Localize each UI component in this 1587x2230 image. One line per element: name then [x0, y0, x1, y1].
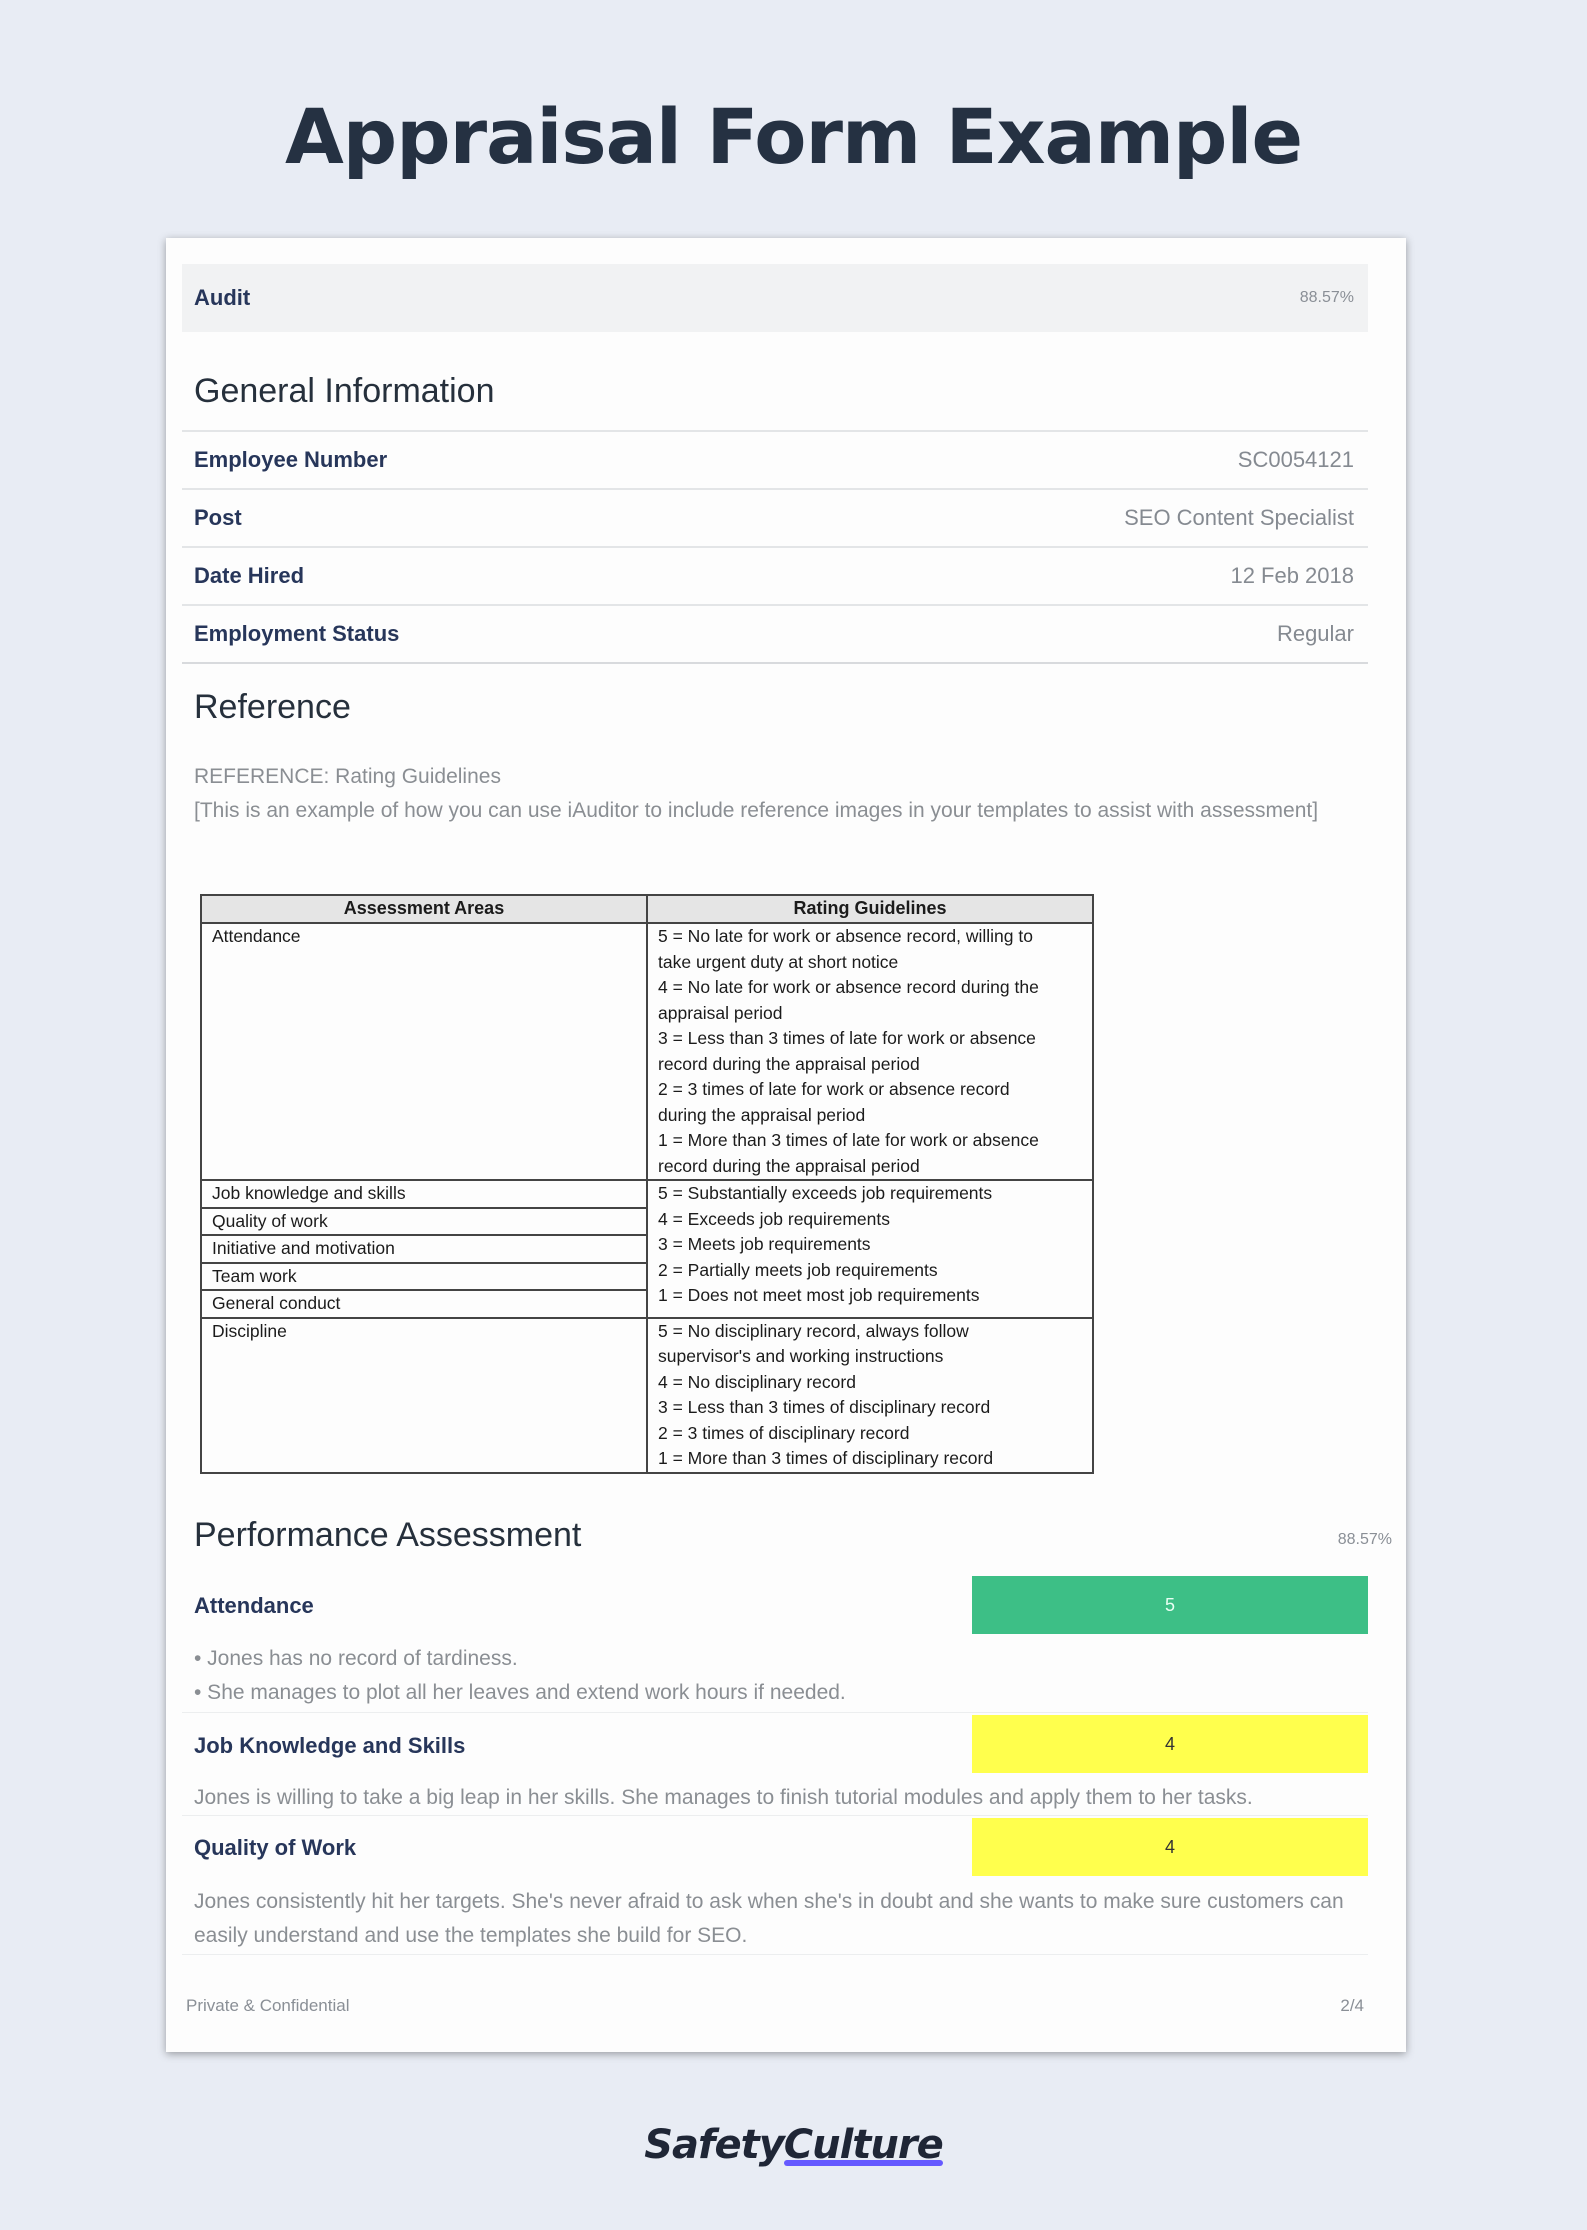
rating-attendance[interactable] [972, 1576, 1368, 1634]
table-row [201, 923, 1093, 1180]
area-cell: Job knowledge and skills [201, 1180, 647, 1208]
area-cell: Initiative and motivation [201, 1235, 647, 1263]
rating-value: 4 [1164, 1836, 1175, 1857]
reference-title: Reference [194, 688, 351, 726]
general-information-title: General Information [194, 372, 495, 410]
info-row-post [182, 490, 1368, 548]
rating-quality-of-work[interactable] [972, 1818, 1368, 1876]
guideline-cell [647, 1318, 1093, 1473]
attendance-notes [194, 1642, 1364, 1710]
quality-of-work-notes [194, 1885, 1364, 1953]
audit-score: 88.57% [1299, 289, 1354, 306]
guideline-line: 3 = Meets job requirements [658, 1234, 871, 1254]
info-value: SC0054121 [1237, 447, 1354, 472]
info-label: Employment Status [194, 621, 400, 646]
table-row [201, 1318, 1093, 1473]
info-value: SEO Content Specialist [1124, 505, 1354, 530]
area-cell: Quality of work [201, 1208, 647, 1236]
info-label: Date Hired [194, 563, 305, 588]
page-title: Appraisal Form Example [284, 92, 1303, 181]
guideline-line: 2 = 3 times of disciplinary record [658, 1422, 910, 1443]
guideline-cell [647, 1180, 1093, 1318]
logo-text-part1: Safety [644, 2122, 784, 2168]
reference-description [194, 760, 1354, 828]
table-row [201, 1180, 1093, 1208]
info-label: Post [194, 505, 242, 530]
guideline-cell [647, 923, 1093, 1180]
assessment-item-attendance-label: Attendance [194, 1593, 314, 1618]
guideline-line: record during the appraisal period [658, 1053, 920, 1074]
info-value: 12 Feb 2018 [1230, 563, 1354, 588]
guideline-line: 5 = No disciplinary record, always follow [658, 1320, 969, 1341]
general-information-table [182, 430, 1368, 664]
document-page [166, 238, 1406, 2052]
assessment-item-quality-of-work-label: Quality of Work [194, 1835, 357, 1860]
note-line: • She manages to plot all her leaves and extend work hours if needed. [194, 1681, 846, 1704]
guideline-line: take urgent duty at short notice [658, 951, 899, 972]
rating-job-knowledge[interactable] [972, 1715, 1368, 1773]
guideline-line: 1 = More than 3 times of late for work or absence [658, 1130, 1039, 1150]
info-label: Employee Number [194, 447, 388, 472]
divider [182, 1815, 1368, 1816]
performance-assessment-title: Performance Assessment [194, 1516, 582, 1554]
guideline-line: 3 = Less than 3 times of late for work or absence [658, 1028, 1036, 1048]
note-line: Jones is willing to take a big leap in her skills. She manages to finish tutorial modules and apply them to her tasks. [194, 1786, 1253, 1809]
info-row-employment-status [182, 606, 1368, 664]
footer-page-number: 2/4 [1340, 1996, 1364, 2015]
reference-line-1: REFERENCE: Rating Guidelines [194, 765, 501, 788]
guideline-line: during the appraisal period [658, 1104, 866, 1125]
guideline-line: 2 = 3 times of late for work or absence record [658, 1079, 1010, 1099]
note-line: Jones consistently hit her targets. She's never afraid to ask when she's in doubt and she wants to make sure customers can easily understand and use the templates she build for SEO. [194, 1890, 1344, 1947]
logo-text-part2: Culture [783, 2122, 943, 2168]
guideline-line: record during the appraisal period [658, 1155, 920, 1176]
performance-score: 88.57% [1337, 1531, 1392, 1548]
note-line: • Jones has no record of tardiness. [194, 1647, 518, 1670]
table-header: Assessment Areas [201, 895, 647, 923]
assessment-item-job-knowledge-label: Job Knowledge and Skills [194, 1733, 466, 1758]
audit-label: Audit [194, 285, 251, 310]
safetyculture-logo [0, 2122, 1587, 2168]
rating-value: 5 [1164, 1594, 1175, 1615]
divider [182, 1954, 1368, 1955]
info-row-date-hired [182, 548, 1368, 606]
guideline-line: appraisal period [658, 1002, 783, 1023]
rating-value: 4 [1164, 1733, 1175, 1754]
guideline-line: 5 = No late for work or absence record, willing to [658, 926, 1033, 946]
info-row-employee-number [182, 432, 1368, 490]
guideline-line: 4 = No late for work or absence record during the [658, 977, 1039, 997]
area-cell: General conduct [201, 1290, 647, 1318]
info-value: Regular [1276, 621, 1354, 646]
divider [182, 1712, 1368, 1713]
area-cell: Attendance [201, 923, 647, 1180]
table-header: Rating Guidelines [647, 895, 1093, 923]
guideline-line: 4 = No disciplinary record [658, 1371, 856, 1392]
rating-guidelines-table [200, 894, 1094, 1474]
guideline-line: 1 = More than 3 times of disciplinary record [658, 1448, 994, 1468]
guideline-line: 3 = Less than 3 times of disciplinary record [658, 1397, 991, 1417]
guideline-line: supervisor's and working instructions [658, 1346, 944, 1366]
guideline-line: 4 = Exceeds job requirements [658, 1208, 891, 1229]
guideline-line: 2 = Partially meets job requirements [658, 1259, 938, 1280]
guideline-line: 1 = Does not meet most job requirements [658, 1285, 980, 1305]
audit-header [182, 264, 1368, 332]
job-knowledge-notes [194, 1781, 1364, 1815]
guideline-line: 5 = Substantially exceeds job requirements [658, 1183, 993, 1203]
footer-confidential: Private & Confidential [186, 1996, 350, 2015]
reference-line-2: [This is an example of how you can use iAuditor to include reference images in your templates to assist with assessment] [194, 799, 1319, 822]
area-cell: Team work [201, 1263, 647, 1291]
area-cell: Discipline [201, 1318, 647, 1473]
